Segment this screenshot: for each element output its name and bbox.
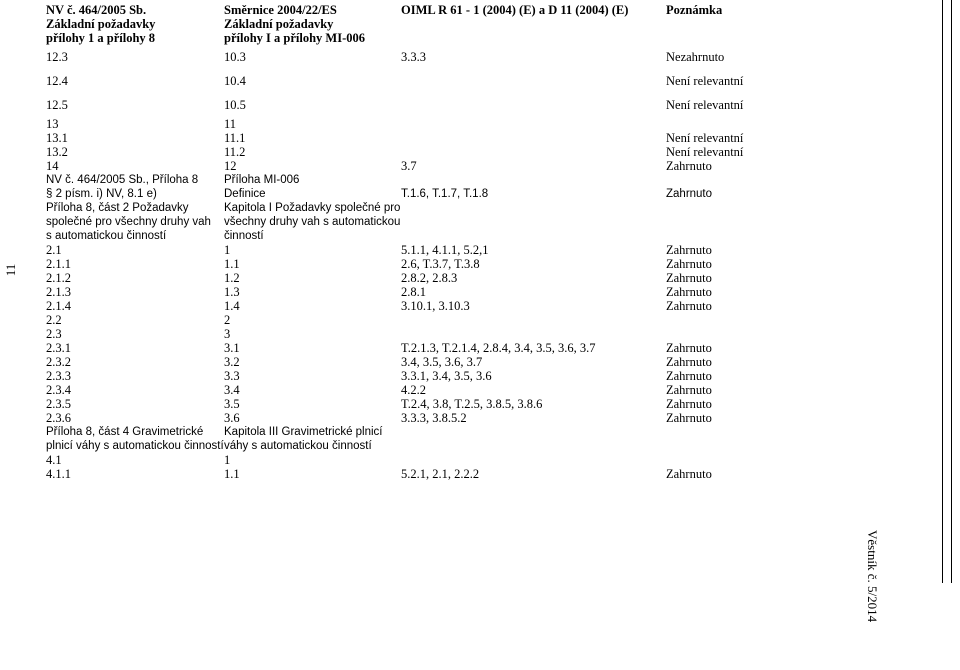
page-number: 11	[3, 263, 18, 277]
table-cell-c2: 3.2	[224, 355, 240, 369]
table-cell-c4: Není relevantní	[666, 74, 744, 88]
table-row	[46, 383, 926, 397]
table-cell-c4: Zahrnuto	[666, 243, 712, 257]
table-cell-c4: Není relevantní	[666, 145, 744, 159]
table-cell-c3	[401, 117, 666, 131]
table-cell-c4: Zahrnuto	[666, 271, 712, 285]
table-cell-c1: 2.3.3	[46, 369, 71, 383]
table-row	[46, 159, 926, 173]
journal-label: Věstník č. 5/2014	[865, 530, 880, 623]
table-cell-c3: 5.2.1, 2.1, 2.2.2	[401, 467, 480, 481]
table-cell-c3	[401, 313, 666, 327]
table-cell-c1: 2.2	[46, 313, 62, 327]
table-cell-c1: § 2 písm. i) NV, 8.1 e)	[46, 188, 157, 200]
table-row	[46, 187, 926, 201]
margin-rule-outer	[951, 0, 952, 583]
table-row	[46, 355, 926, 369]
table-cell-c3: 2.6, T.3.7, T.3.8	[401, 257, 480, 271]
table-row	[46, 327, 926, 341]
table-cell-c1: 12.5	[46, 98, 68, 112]
table-row	[46, 173, 926, 187]
table-cell-c2: Definice	[224, 188, 266, 200]
table-cell-c2: 2	[224, 313, 231, 327]
table-cell-c1: 12.4	[46, 74, 68, 88]
table-cell-c1: Příloha 8, část 2 Požadavky společné pro všechny druhy vah s automatickou činností	[46, 202, 211, 242]
table-cell-c4	[666, 173, 926, 187]
table-cell-c4: Zahrnuto	[666, 188, 713, 200]
table-row	[46, 397, 926, 411]
table-row	[46, 257, 926, 271]
table-cell-c4: Nezahrnuto	[666, 50, 725, 64]
table-row	[46, 45, 926, 69]
table-row	[46, 117, 926, 131]
table-cell-c3: 3.3.3	[401, 50, 426, 64]
table-row	[46, 201, 926, 243]
table-row	[46, 145, 926, 159]
table-cell-c1: 2.3.4	[46, 383, 71, 397]
table-row	[46, 243, 926, 257]
table-cell-c2: 10.4	[224, 74, 246, 88]
table-cell-c4: Zahrnuto	[666, 369, 712, 383]
table-cell-c3	[401, 425, 666, 453]
table-cell-c3: 4.2.2	[401, 383, 426, 397]
table-cell-c2: 1.1	[224, 257, 240, 271]
table-cell-c1: 2.3.5	[46, 397, 71, 411]
table-row	[46, 411, 926, 425]
table-cell-c2: 3.6	[224, 411, 240, 425]
table-cell-c2: Příloha MI-006	[224, 174, 300, 186]
table-cell-c3	[401, 145, 666, 159]
table-cell-c3	[401, 327, 666, 341]
table-cell-c4: Zahrnuto	[666, 467, 712, 481]
table-cell-c2: 1.3	[224, 285, 240, 299]
table-cell-c4	[666, 327, 926, 341]
table-cell-c1: 12.3	[46, 50, 68, 64]
table-cell-c4: Zahrnuto	[666, 285, 712, 299]
table-cell-c4: Zahrnuto	[666, 159, 712, 173]
table-cell-c3: 3.4, 3.5, 3.6, 3.7	[401, 355, 483, 369]
table-cell-c1: 2.3	[46, 327, 62, 341]
table-row	[46, 299, 926, 313]
table-cell-c3: 3.10.1, 3.10.3	[401, 299, 470, 313]
table-cell-c3: T.2.4, 3.8, T.2.5, 3.8.5, 3.8.6	[401, 397, 543, 411]
table-cell-c2: 3	[224, 327, 231, 341]
table-cell-c3	[401, 93, 666, 117]
table-cell-c2: 3.4	[224, 383, 240, 397]
table-cell-c1: 2.1.3	[46, 285, 71, 299]
table-cell-c1: 13.1	[46, 131, 68, 145]
table-cell-c4: Zahrnuto	[666, 397, 712, 411]
table-cell-c1: 2.1.2	[46, 271, 71, 285]
table-row	[46, 467, 926, 481]
table-cell-c3	[401, 201, 666, 243]
table-cell-c3: 3.3.1, 3.4, 3.5, 3.6	[401, 369, 492, 383]
table-cell-c4: Není relevantní	[666, 131, 744, 145]
table-cell-c2: 11	[224, 117, 237, 131]
table-cell-c4: Zahrnuto	[666, 299, 712, 313]
margin-rule	[942, 0, 943, 583]
table-cell-c1: 4.1	[46, 453, 62, 467]
table-cell-c2: Kapitola III Gravimetrické plnicí váhy s automatickou činností	[224, 426, 383, 452]
header-nv: NV č. 464/2005 Sb. Základní požadavky přílohy 1 a přílohy 8	[46, 3, 156, 45]
table-cell-c1: Příloha 8, část 4 Gravimetrické plnicí váhy s automatickou činností	[46, 426, 224, 452]
table-cell-c4: Zahrnuto	[666, 341, 712, 355]
table-cell-c3: 2.8.2, 2.8.3	[401, 271, 458, 285]
table-cell-c2: Kapitola I Požadavky společné pro všechny druhy vah s automatickou činností	[224, 202, 401, 242]
table-cell-c3: 3.3.3, 3.8.5.2	[401, 411, 467, 425]
table-row	[46, 425, 926, 453]
table-cell-c3	[401, 131, 666, 145]
table-cell-c2: 11.1	[224, 131, 246, 145]
table-cell-c3: 5.1.1, 4.1.1, 5.2,1	[401, 243, 489, 257]
table-cell-c2: 1	[224, 243, 231, 257]
table-cell-c4: Zahrnuto	[666, 383, 712, 397]
table-cell-c3: T.2.1.3, T.2.1.4, 2.8.4, 3.4, 3.5, 3.6, 3.7	[401, 341, 596, 355]
table-cell-c1: 14	[46, 159, 59, 173]
table-cell-c1: 2.3.2	[46, 355, 71, 369]
table-cell-c4: Zahrnuto	[666, 355, 712, 369]
table-cell-c2: 12	[224, 159, 237, 173]
table-row	[46, 69, 926, 93]
table-cell-c3: 2.8.1	[401, 285, 426, 299]
table-row	[46, 453, 926, 467]
table-cell-c1: 2.1.1	[46, 257, 71, 271]
table-cell-c4	[666, 453, 926, 467]
table-cell-c4	[666, 425, 926, 453]
table-cell-c2: 1.4	[224, 299, 240, 313]
table-row	[46, 285, 926, 299]
table-cell-c3	[401, 453, 666, 467]
header-oiml: OIML R 61 - 1 (2004) (E) a D 11 (2004) (E)	[401, 3, 629, 17]
table-cell-c3: 3.7	[401, 159, 417, 173]
table-cell-c2: 1	[224, 453, 231, 467]
table-cell-c1: 2.1	[46, 243, 62, 257]
table-cell-c2: 1.2	[224, 271, 240, 285]
table-cell-c4: Není relevantní	[666, 98, 744, 112]
table-cell-c3: T.1.6, T.1.7, T.1.8	[401, 188, 489, 200]
table-cell-c2: 3.1	[224, 341, 240, 355]
table-cell-c4	[666, 117, 926, 131]
table-cell-c3	[401, 173, 666, 187]
table-row	[46, 93, 926, 117]
table-cell-c1: 13	[46, 117, 59, 131]
table-cell-c1: 13.2	[46, 145, 68, 159]
correlation-table	[46, 3, 926, 481]
table-cell-c4: Zahrnuto	[666, 257, 712, 271]
table-cell-c1: 4.1.1	[46, 467, 71, 481]
header-directive: Směrnice 2004/22/ES Základní požadavky přílohy I a přílohy MI-006	[224, 3, 365, 45]
table-header-row	[46, 3, 926, 45]
table-cell-c2: 10.5	[224, 98, 246, 112]
table-cell-c4	[666, 201, 926, 243]
table-cell-c2: 11.2	[224, 145, 246, 159]
header-note: Poznámka	[666, 3, 723, 17]
table-cell-c4	[666, 313, 926, 327]
table-row	[46, 341, 926, 355]
table-row	[46, 313, 926, 327]
table-cell-c2: 10.3	[224, 50, 246, 64]
table-body	[46, 45, 926, 481]
table-cell-c1: 2.3.1	[46, 341, 71, 355]
table-cell-c1: 2.3.6	[46, 411, 71, 425]
table-cell-c1: 2.1.4	[46, 299, 71, 313]
table-row	[46, 131, 926, 145]
table-row	[46, 271, 926, 285]
table-cell-c2: 3.3	[224, 369, 240, 383]
table-cell-c2: 3.5	[224, 397, 240, 411]
table-cell-c1: NV č. 464/2005 Sb., Příloha 8	[46, 174, 199, 186]
table-row	[46, 369, 926, 383]
table-cell-c3	[401, 69, 666, 93]
table-cell-c4: Zahrnuto	[666, 411, 712, 425]
table-cell-c2: 1.1	[224, 467, 240, 481]
